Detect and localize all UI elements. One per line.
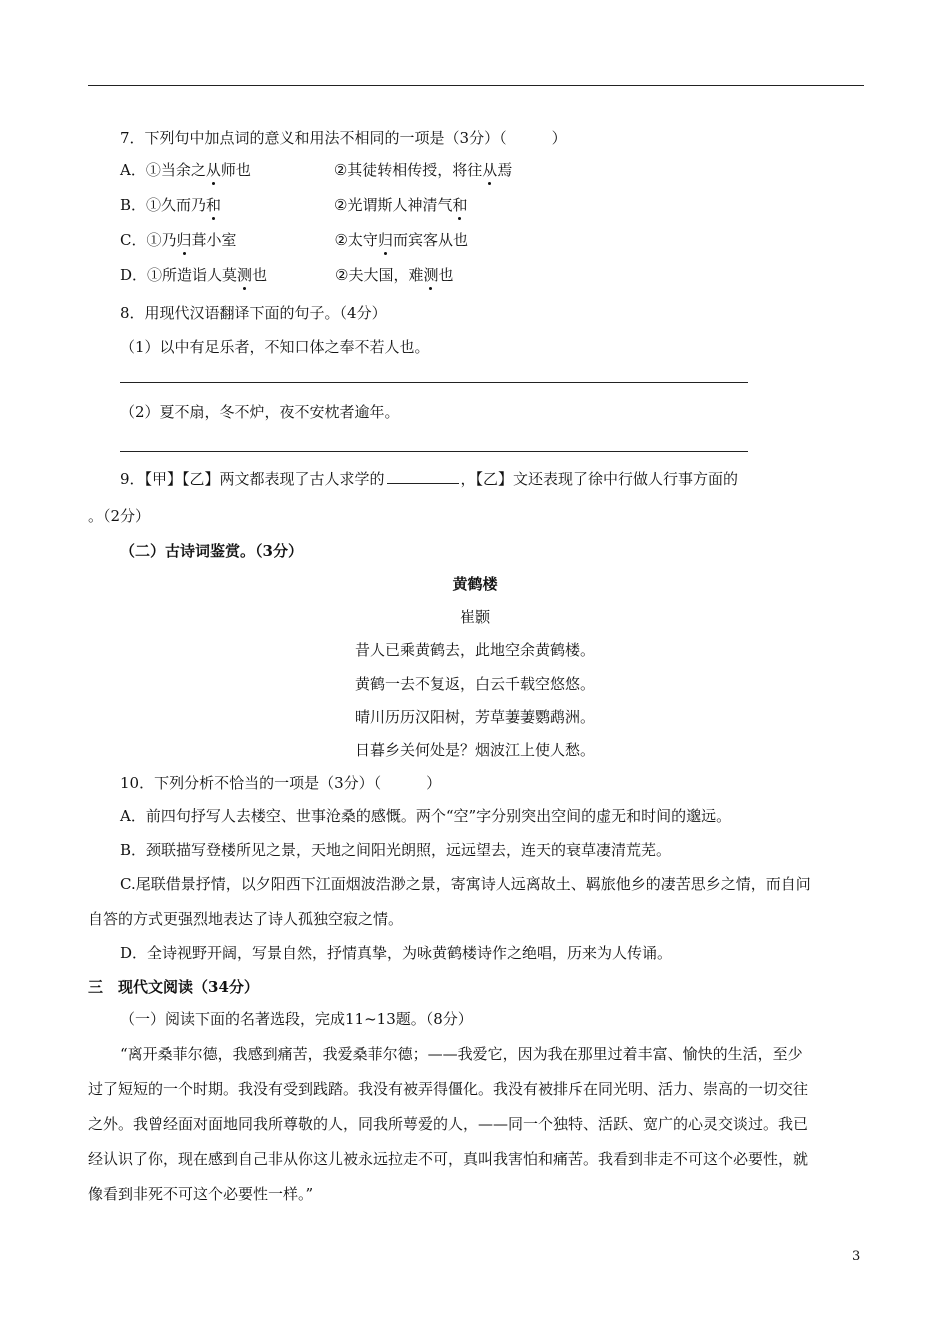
q9-text-1: 9．【甲】【乙】两文都表现了古人求学的 bbox=[120, 470, 385, 488]
option-text: 也 bbox=[252, 266, 268, 284]
option-label: A． bbox=[120, 161, 146, 179]
option-text: 而宾客从也 bbox=[392, 231, 468, 249]
dotted-word: 测 bbox=[423, 266, 439, 284]
q8-stem: 8．用现代汉语翻译下面的句子。（4分） bbox=[120, 304, 387, 322]
option-text: ②其徒转相传授，将往 bbox=[333, 161, 483, 179]
option-text: ①乃 bbox=[146, 231, 177, 249]
poem-line: 晴川历历汉阳树，芳草萋萋鹦鹉洲。 bbox=[354, 708, 595, 726]
poem-line: 黄鹤一去不复返，白云千载空悠悠。 bbox=[354, 675, 595, 693]
q10-stem: 10．下列分析不恰当的一项是（3分）（ ） bbox=[120, 774, 442, 792]
option-label: D． bbox=[120, 266, 148, 284]
poem-author: 崔颢 bbox=[459, 608, 490, 626]
passage-line: 过了短短的一个时期。我没有受到践踏。我没有被弄得僵化。我没有被排斥在同光明、活力、崇高的一切交往 bbox=[88, 1080, 809, 1098]
dotted-word: 归 bbox=[176, 231, 192, 249]
section-heading-poetry: （二）古诗词鉴赏。（3分） bbox=[120, 542, 303, 560]
passage-line: 经认识了你，现在感到自己非从你这儿被永远拉走不可，真叫我害怕和痛苦。我看到非走不可这个必要性，就 bbox=[88, 1150, 809, 1168]
option-text: 师也 bbox=[220, 161, 251, 179]
answer-line-1[interactable] bbox=[120, 382, 748, 383]
q7-option-a bbox=[120, 159, 512, 180]
poem-line: 日暮乡关何处是？烟波江上使人愁。 bbox=[354, 741, 595, 759]
q10-option-d: D．全诗视野开阔，写景自然，抒情真挚，为咏黄鹤楼诗作之绝唱，历来为人传诵。 bbox=[120, 944, 673, 962]
q10-option-c: C.尾联借景抒情，以夕阳西下江面烟波浩渺之景，寄寓诗人远离故土、羁旅他乡的凄苦思乡之情，而自问 bbox=[120, 875, 811, 893]
section3-subheading: （一）阅读下面的名著选段，完成11~13题。（8分） bbox=[120, 1010, 473, 1028]
poem-title: 黄鹤楼 bbox=[452, 575, 498, 593]
option-label: B． bbox=[120, 196, 147, 214]
q10-option-c-cont: 自答的方式更强烈地表达了诗人孤独空寂之情。 bbox=[88, 910, 404, 928]
q7-option-d bbox=[120, 264, 454, 285]
option-text: ②夫大国，难 bbox=[335, 266, 424, 284]
dotted-word: 从 bbox=[205, 161, 221, 179]
q9-line bbox=[120, 468, 738, 489]
option-text: ①久而乃 bbox=[146, 196, 207, 214]
page-number: 3 bbox=[852, 1249, 861, 1264]
fill-blank[interactable] bbox=[387, 468, 459, 484]
dotted-word: 和 bbox=[452, 196, 468, 214]
dotted-word: 测 bbox=[237, 266, 253, 284]
passage-line: 之外。我曾经面对面地同我所尊敬的人，同我所萼爱的人，——同一个独特、活跃、宽广的心灵交谈过。我已 bbox=[88, 1115, 809, 1133]
section-heading-modern: 三 现代文阅读（34分） bbox=[88, 978, 259, 996]
option-text: 焉 bbox=[497, 161, 513, 179]
option-text: 葺小室 bbox=[191, 231, 237, 249]
q10-option-b: B．颈联描写登楼所见之景，天地之间阳光朗照，远远望去，连天的衰草凄清荒芜。 bbox=[120, 841, 672, 859]
dotted-word: 和 bbox=[206, 196, 222, 214]
option-text: ①所造诣人莫 bbox=[147, 266, 238, 284]
q7-option-c bbox=[120, 229, 468, 250]
q7-option-b bbox=[120, 194, 468, 215]
option-text: ②光谓斯人神清气 bbox=[334, 196, 453, 214]
q8-sentence-2: （2）夏不扇，冬不炉，夜不安枕者逾年。 bbox=[120, 403, 400, 421]
dotted-word: 从 bbox=[482, 161, 498, 179]
option-label: C． bbox=[120, 231, 147, 249]
passage-line: 像看到非死不可这个必要性一样。” bbox=[88, 1185, 314, 1203]
answer-line-2[interactable] bbox=[120, 451, 748, 452]
option-text: 也 bbox=[438, 266, 454, 284]
q8-sentence-1: （1）以中有足乐者，不知口体之奉不若人也。 bbox=[120, 338, 430, 356]
q7-stem: 7．下列句中加点词的意义和用法不相同的一项是（3分）（ ） bbox=[120, 129, 567, 147]
option-text: ②太守 bbox=[334, 231, 378, 249]
q10-option-a: A．前四句抒写人去楼空、世事沧桑的感慨。两个“空”字分别突出空间的虚无和时间的邈远。 bbox=[120, 807, 732, 825]
option-text: ①当余之 bbox=[145, 161, 206, 179]
q9-score: 。（2分） bbox=[88, 507, 151, 525]
header-rule bbox=[88, 85, 864, 86]
q9-text-2: ，【乙】文还表现了徐中行做人行事方面的 bbox=[460, 470, 739, 488]
passage-line: “离开桑菲尔德，我感到痛苦，我爱桑菲尔德；——我爱它，因为我在那里过着丰富、愉快的生活，至少 bbox=[120, 1045, 803, 1063]
dotted-word: 归 bbox=[377, 231, 393, 249]
poem-line: 昔人已乘黄鹤去，此地空余黄鹤楼。 bbox=[354, 641, 595, 659]
